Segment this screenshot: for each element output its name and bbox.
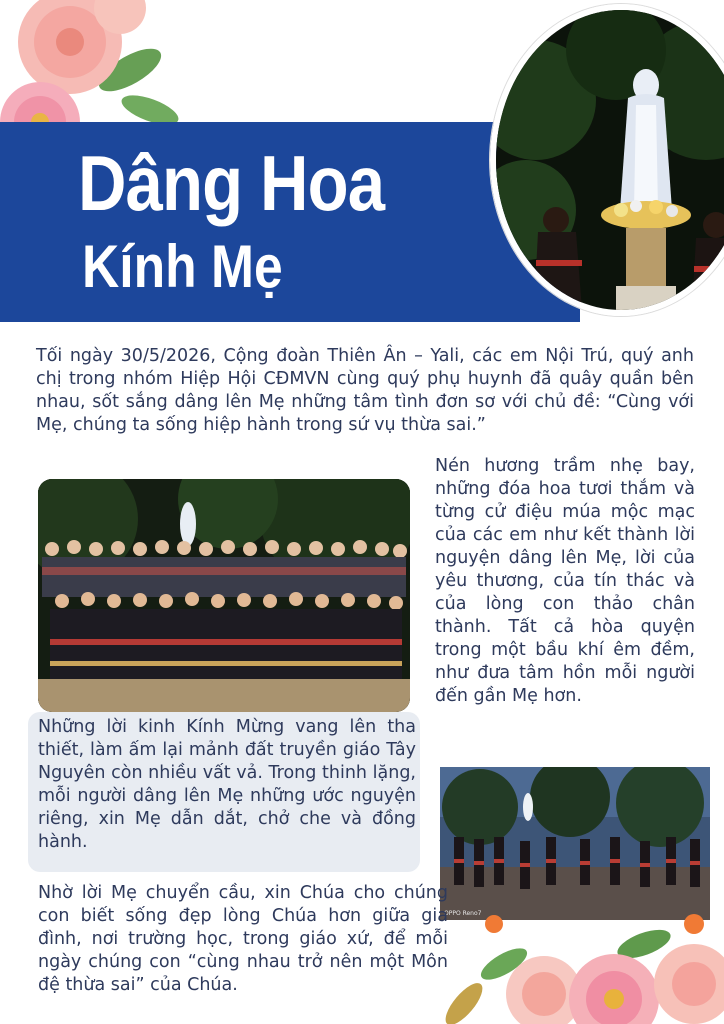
article-paragraph-4: Nhờ lời Mẹ chuyển cầu, xin Chúa cho chúng con biết sống đẹp lòng Chúa hơn giữa gia đình, nơi trường học, trong giáo xứ, để mỗi ngày chúng con “cùng nhau trở nên một Môn đệ thừa sai” của Chúa. — [38, 883, 448, 995]
dance-photo — [440, 767, 710, 920]
group-photo — [38, 479, 410, 712]
page-title-line2: Kính Mẹ — [82, 233, 283, 300]
article-paragraph-3: Những lời kinh Kính Mừng vang lên tha thiết, làm ấm lại mảnh đất truyền giáo Tây Nguyên còn nhiều vất vả. Trong thinh lặng, mỗi người dâng lên Mẹ những ước nguyện riêng, xin Mẹ dẫn dắt, chở che và đồng hành. — [38, 717, 416, 852]
page-title-line1: Dâng Hoa — [78, 139, 385, 227]
camera-watermark: OPPO Reno7 — [444, 910, 482, 917]
floral-decoration-bottom-right — [434, 904, 724, 1024]
article-paragraph-2: Nén hương trầm nhẹ bay, những đóa hoa tươi thắm và từng cử điệu múa mộc mạc của các em như kết thành lời nguyện dâng lên Mẹ, lời của yêu thương, của tín thác và của lòng con thảo chân thành. Tất cả hòa quyện trong một bầu khí êm đềm, như đưa tâm hồn mỗi người đến gần Mẹ hơn. — [435, 456, 695, 706]
article-paragraph-1: Tối ngày 30/5/2026, Cộng đoàn Thiên Ân – Yali, các em Nội Trú, quý anh chị trong nhóm Hiệp Hội CĐMVN cùng quý phụ huynh đã quây quần bên nhau, sốt sắng dâng lên Mẹ những tâm tình đơn sơ với chủ đề: “Cùng với Mẹ, chúng ta sống hiệp hành trong sứ vụ thừa sai.” — [36, 346, 694, 435]
banner-divider — [0, 322, 724, 332]
